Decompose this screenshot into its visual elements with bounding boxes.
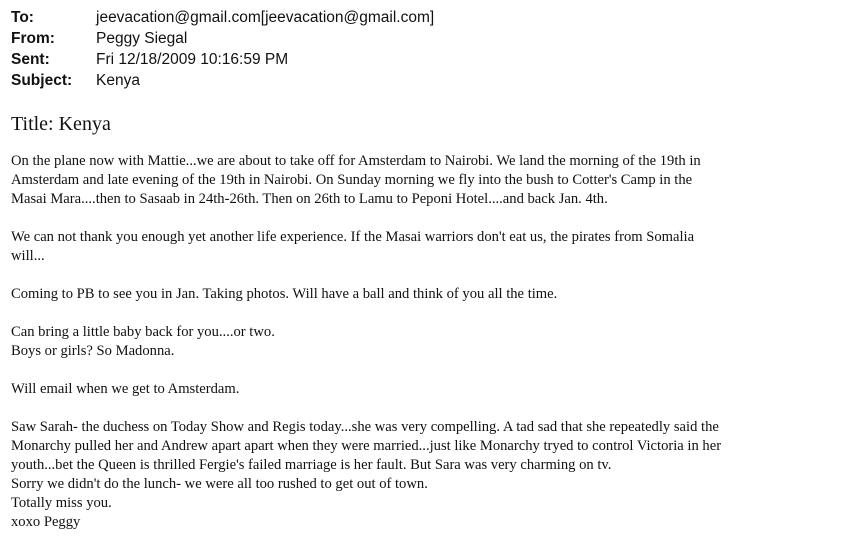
body-line: We can not thank you enough yet another life experience. If the Masai warriors don't eat us, the pirates from Somalia — [11, 229, 695, 245]
subject-row — [11, 70, 434, 91]
body-line: Can bring a little baby back for you....or two. — [11, 324, 275, 340]
paragraph-coming-to-pb — [11, 285, 839, 304]
body-line: Amsterdam and late evening of the 19th in Nairobi. On Sunday morning we fly into the bush to Cotter's Camp in the — [11, 172, 693, 188]
paragraph-thanks — [11, 228, 839, 266]
body-line: Totally miss you. — [11, 495, 112, 511]
body-line: will... — [11, 248, 45, 264]
body-line: Will email when we get to Amsterdam. — [11, 381, 240, 397]
email-header — [11, 7, 434, 91]
subject-value: Kenya — [96, 72, 140, 89]
sent-row — [11, 49, 434, 70]
to-label: To: — [11, 9, 34, 26]
body-line: Boys or girls? So Madonna. — [11, 343, 175, 359]
body-line: On the plane now with Mattie...we are about to take off for Amsterdam to Nairobi. We land the morning of the 19th in — [11, 153, 701, 169]
from-row — [11, 28, 434, 49]
paragraph-will-email — [11, 380, 839, 399]
to-value: jeevacation@gmail.com[jeevacation@gmail.com] — [96, 9, 435, 26]
email-title: Title: Kenya — [11, 113, 111, 135]
to-row — [11, 7, 434, 28]
sent-label: Sent: — [11, 51, 50, 68]
body-line: Monarchy pulled her and Andrew apart apart when they were married...just like Monarchy tryed to control Victoria in her — [11, 438, 722, 454]
paragraph-sarah-and-signoff — [11, 418, 839, 532]
body-line: Saw Sarah- the duchess on Today Show and Regis today...she was very compelling. A tad sad that she repeatedly said the — [11, 419, 719, 435]
body-line: Coming to PB to see you in Jan. Taking photos. Will have a ball and think of you all the time. — [11, 286, 558, 302]
from-value: Peggy Siegal — [96, 30, 188, 47]
email-body — [11, 152, 839, 532]
paragraph-baby — [11, 323, 839, 361]
paragraph-travel-plans — [11, 152, 839, 209]
body-line: youth...bet the Queen is thrilled Fergie's failed marriage is her fault. But Sara was very charming on tv. — [11, 457, 612, 473]
body-line: Masai Mara....then to Sasaab in 24th-26th. Then on 26th to Lamu to Peponi Hotel....and back Jan. 4th. — [11, 191, 608, 207]
signature: xoxo Peggy — [11, 514, 81, 530]
from-label: From: — [11, 30, 55, 47]
subject-label: Subject: — [11, 72, 73, 89]
sent-value: Fri 12/18/2009 10:16:59 PM — [96, 51, 289, 68]
body-line: Sorry we didn't do the lunch- we were all too rushed to get out of town. — [11, 476, 428, 492]
